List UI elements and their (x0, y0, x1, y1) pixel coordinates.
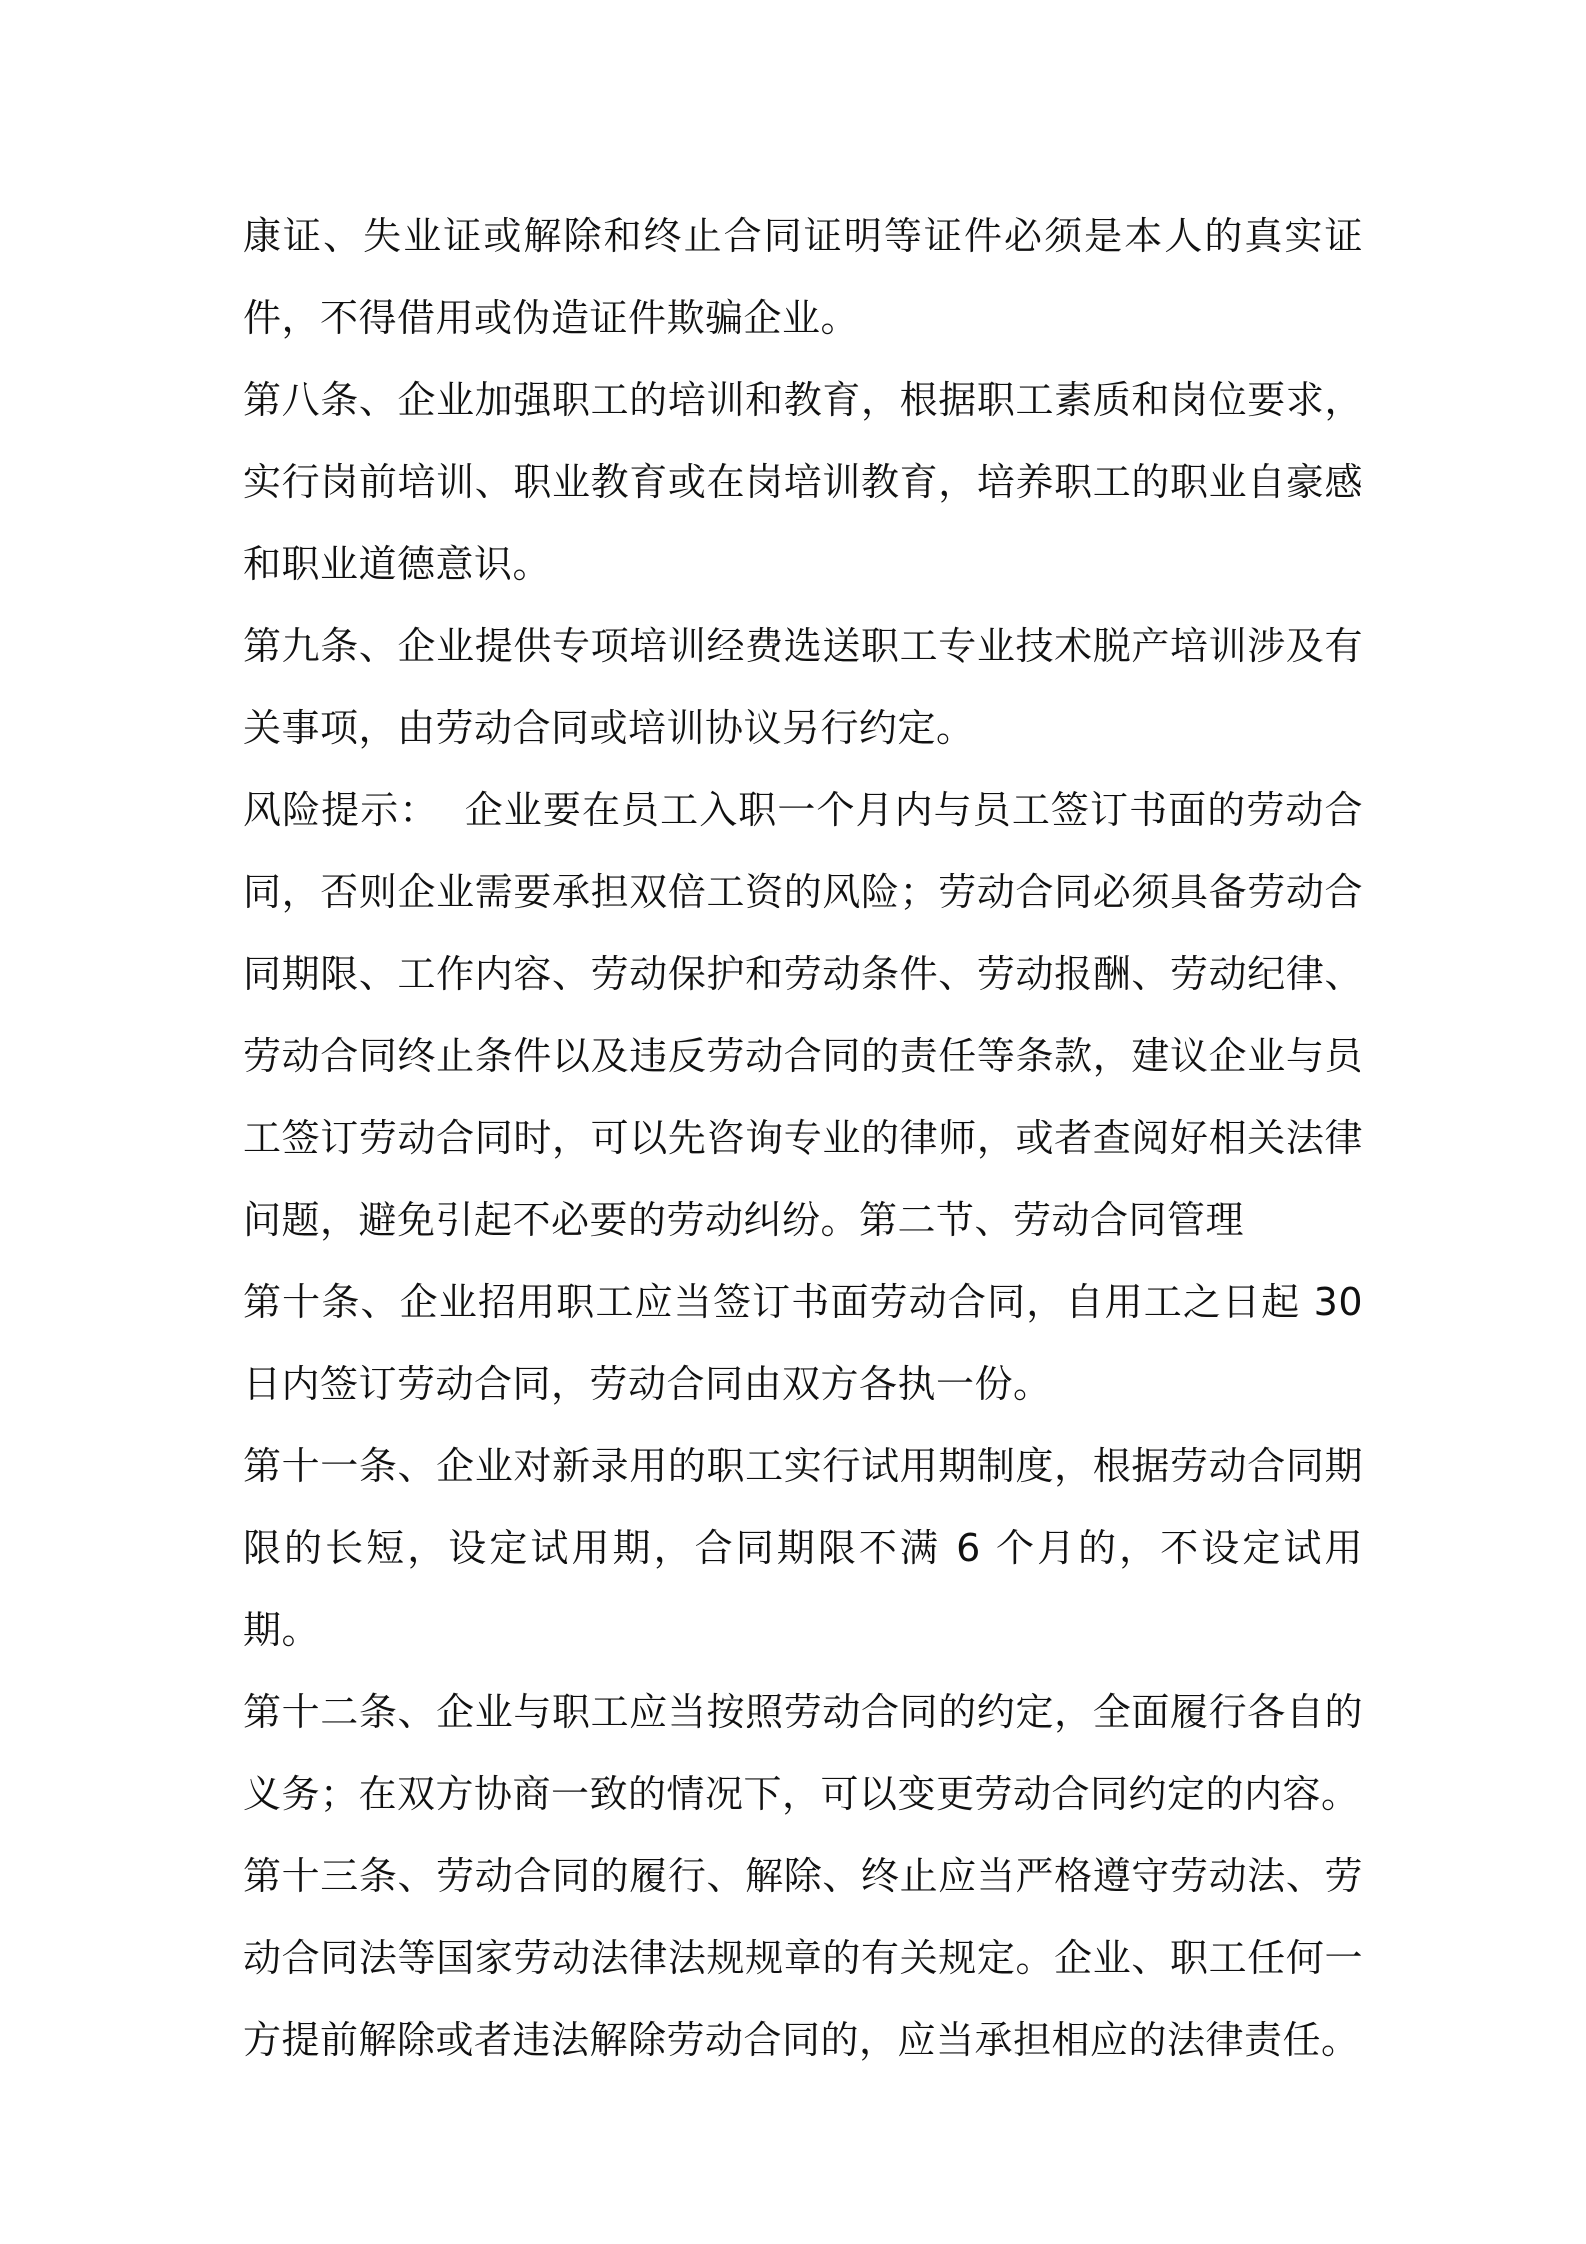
paragraph-id-verification: 康证、失业证或解除和终止合同证明等证件必须是本人的真实证件，不得借用或伪造证件欺骗企业。 (243, 214, 1363, 340)
paragraph-article-8: 第八条、企业加强职工的培训和教育，根据职工素质和岗位要求，实行岗前培训、职业教育或在岗培训教育，培养职工的职业自豪感和职业道德意识。 (243, 378, 1363, 586)
paragraph-risk-notice: 风险提示： 企业要在员工入职一个月内与员工签订书面的劳动合同，否则企业需要承担双倍工资的风险；劳动合同必须具备劳动合同期限、工作内容、劳动保护和劳动条件、劳动报酬、劳动纪律、劳动合同终止条件以及违反劳动合同的责任等条款，建议企业与员工签订劳动合同时，可以先咨询专业的律师，或者查阅好相关法律问题，避免引起不必要的劳动纠纷。第二节、劳动合同管理 (243, 788, 1363, 1242)
paragraph-article-9: 第九条、企业提供专项培训经费选送职工专业技术脱产培训涉及有关事项，由劳动合同或培训协议另行约定。 (243, 624, 1363, 750)
paragraph-article-13: 第十三条、劳动合同的履行、解除、终止应当严格遵守劳动法、劳动合同法等国家劳动法律法规规章的有关规定。企业、职工任何一方提前解除或者违法解除劳动合同的，应当承担相应的法律责任。 (243, 1854, 1363, 2062)
paragraph-article-12: 第十二条、企业与职工应当按照劳动合同的约定，全面履行各自的义务；在双方协商一致的情况下，可以变更劳动合同约定的内容。 (243, 1690, 1363, 1816)
document-body (243, 195, 1376, 2081)
paragraph-article-10: 第十条、企业招用职工应当签订书面劳动合同，自用工之日起 30 日内签订劳动合同，劳动合同由双方各执一份。 (243, 1280, 1376, 1406)
paragraph-article-11: 第十一条、企业对新录用的职工实行试用期制度，根据劳动合同期限的长短，设定试用期，合同期限不满 6 个月的，不设定试用期。 (243, 1444, 1363, 1652)
